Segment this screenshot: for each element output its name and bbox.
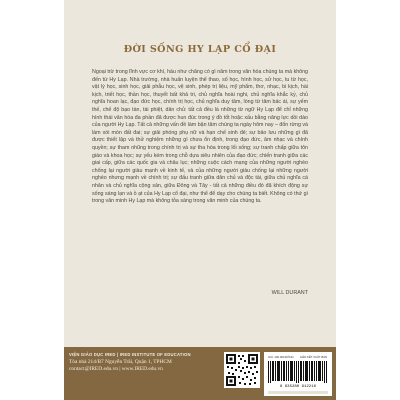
- publishing-partner-label: LIÊN KẾT XUẤT BẢN: [300, 355, 328, 359]
- isbn-number: 8 935280 912216: [279, 385, 316, 389]
- barcode-strip: [268, 391, 328, 394]
- publisher-address: Tòa nhà 214/B7 Nguyễn Trãi, Quận 1, TPHCM: [69, 359, 172, 365]
- barcode-label: [264, 352, 332, 396]
- excerpt-text: Ngoại trừ trong lĩnh vực cơ khí, hầu như chẳng có gì nằm trong văn hóa chúng ta mà không đến từ Hy Lạp. Nhà trường, nhà huấn luyện thể thao, số học, hình học, sử học, tu từ học, vật lý học, sinh học, giải phẫu học, vệ sinh, phép trị liệu, mỹ phẩm, thơ, nhạc, bi kịch, hài kịch, triết học, thần học, thuyết bất khả tri, chủ nghĩa hoài nghi, chủ nghĩa khắc kỷ, chủ nghĩa hoan lạc, đạo đức học, chính trị học, chủ nghĩa duy tâm, lòng từ tâm bác ái, sự yếm thế, chế độ bạo tàn, tài phiệt, dân chủ: tất cả đều là những từ ngữ Hy Lạp để chỉ những hình thái văn hóa đa phần đã được hun đúc trong ý đồ tốt hoặc xấu bằng năng lực dồi dào của người Hy Lạp. Tất cả những vấn đề làm bận tâm chúng ta ngày hôm nay – đốn rừng và làm xói mòn đất đai; sự giải phóng phụ nữ và hạn chế sinh đẻ; sự bảo lưu những gì đã được thiết lập và thử nghiệm những gì chưa ổn định, trong đạo đức, âm nhạc và chính quyền; sự tham nhũng trong chính trị và sự tha hóa trong lối sống; sự tranh chấp giữa tôn giáo và khoa học; sự yếu kém trong chỗ dựa siêu nhiên của đạo đức; chiến tranh giữa các giai cấp, giữa các quốc gia và châu lục; những cuộc cách mạng của những người nghèo chống lại người giàu mạnh về kinh tế, và của những người giàu chống lại những người nghèo nhưng mạnh về chính trị; sự đấu tranh giữa dân chủ và độc tài, giữa chủ nghĩa cá nhân và chủ nghĩa cộng sản, giữa Đông và Tây - tất cả những điều đó đã khích động sự sống sáng lạn và ồ ạt của Hy Lạp cổ đại, như thể để dạy cho chúng ta biết. Không có thứ gì trong văn minh Hy Lạp mà không tỏa sáng trong văn minh của chúng ta.: [92, 69, 308, 205]
- publisher-footer: [64, 347, 336, 400]
- barcode-icon: [268, 361, 328, 383]
- author-attribution: WILL DURANT: [271, 290, 308, 296]
- publisher-info: [69, 352, 219, 373]
- back-cover: [64, 0, 336, 400]
- price-label: GIÁ: 196.000 ĐỒNG: [268, 355, 294, 359]
- book-title: ĐỜI SỐNG HY LẠP CỔ ĐẠI: [123, 44, 277, 55]
- qr-code-icon: [224, 352, 260, 388]
- publisher-name: VIỆN GIÁO DỤC IRED | IRED INSTITUTE OF EDUCATION: [69, 352, 191, 357]
- publisher-contact: contact@IRED.edu.vn | www.IRED.edu.vn: [69, 366, 163, 373]
